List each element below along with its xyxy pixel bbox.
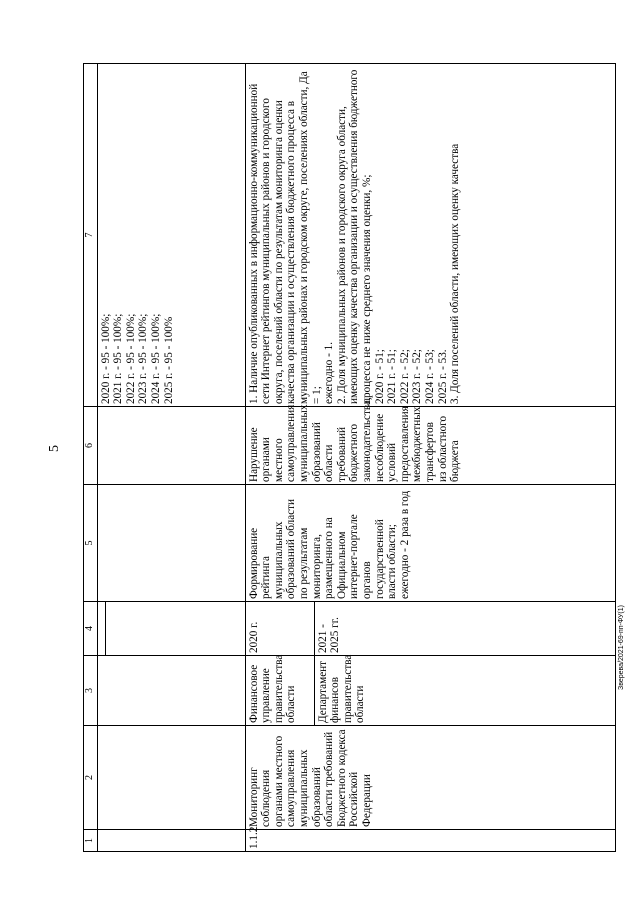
carry-over-empty-cell: [97, 602, 105, 656]
header-cell-4: 4: [84, 602, 98, 656]
header-cell-7: 7: [84, 64, 98, 407]
indicators-cell: 1. Наличие опубликованных в информационно-коммуникационной сети Интернет рейтингов муниципальных районов и городского округа, поселений области по результатам мониторинга оценки качества организации и осуществления бюджетного процесса в муниципальных районах и городском округе, поселениях области, Да = 1; ежегодно - 1. 2. Доля муниципальных районов и городского округа области, имеющих оценку качества организации и осуществления бюджетного процесса не ниже среднего значения оценки, %; 2020 г. - 51; 2021 г. - 51; 2022 г. - 52; 2023 г. - 52; 2024 г. - 53; 2025 г. - 53. 3. Доля поселений области, имеющих оценку качества: [245, 64, 615, 407]
carry-over-empty-cell: [97, 830, 245, 852]
measures-table: [83, 63, 616, 852]
carry-over-indicators-cell: 2020 г. - 95 - 100%; 2021 г. - 95 - 100%; 2022 г. - 95 - 100%; 2023 г. - 95 - 100%; 2024 г. - 95 - 100%; 2025 г. - 95 - 100%: [97, 64, 245, 407]
header-cell-3: 3: [84, 656, 98, 726]
period-cell: 2021 - 2025 гг.: [314, 602, 615, 656]
header-cell-1: 1: [84, 830, 98, 852]
executor-cell: Финансовое управление правительства области: [245, 656, 314, 726]
header-cell-6: 6: [84, 407, 98, 485]
rotated-table-container: [83, 64, 614, 852]
page-number: 5: [47, 445, 62, 452]
header-cell-2: 2: [84, 726, 98, 830]
carry-over-empty-cell: [97, 407, 245, 485]
executor-cell: Департамент финансов правительства области: [314, 656, 615, 726]
header-row: [84, 64, 98, 852]
carry-over-row: [97, 64, 105, 852]
carry-over-empty-cell: [97, 656, 245, 726]
result-cell: Формирование рейтинга муниципальных образований области по результатам мониторинга, размещенного на Официальном интернет-портале органов государственной власти области; ежегодно - 2 раза в год: [245, 485, 615, 602]
header-cell-5: 5: [84, 485, 98, 602]
carry-over-empty-cell: [97, 485, 245, 602]
period-cell: 2020 г.: [245, 602, 314, 656]
carry-over-empty-cell: [97, 726, 245, 830]
consequences-cell: Нарушение органами местного самоуправления муниципальных образований области требований бюджетного законодательства, несоблюдение условий предоставления межбюджетных трансфертов из областного бюджета: [245, 407, 615, 485]
row-number-cell: 1.1.2: [245, 830, 615, 852]
table-row: [245, 64, 314, 852]
carry-over-empty-cell: [105, 602, 245, 656]
activity-cell: Мониторинг соблюдения органами местного самоуправления муниципальных образований области требований Бюджетного кодекса Российской Федерации: [245, 726, 615, 830]
document-stamp: Зверева/2021-69-пп-ФУ(1): [618, 605, 625, 690]
